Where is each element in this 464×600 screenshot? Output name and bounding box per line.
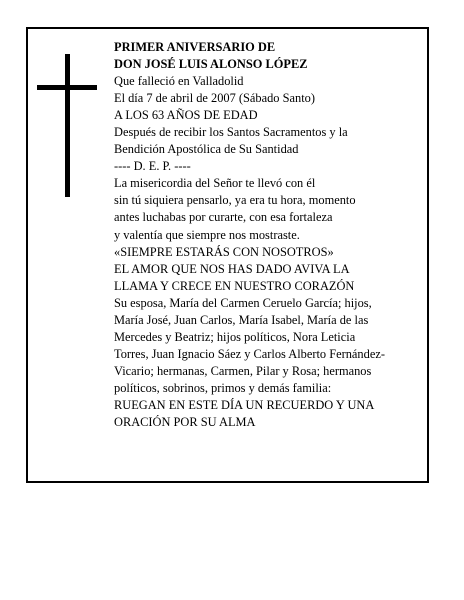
family-line-4: Torres, Juan Ignacio Sáez y Carlos Alberto Fernández-: [114, 346, 385, 361]
quote-line-3: LLAMA Y CRECE EN NUESTRO CORAZÓN: [114, 278, 355, 293]
info-line-5: Bendición Apostólica de Su Santidad: [114, 142, 299, 157]
info-line-6: ---- D. E. P. ----: [114, 159, 191, 174]
family-line-2: María José, Juan Carlos, María Isabel, María de las: [114, 312, 369, 327]
family-line-5: Vicario; hermanas, Carmen, Pilar y Rosa; hermanos: [114, 363, 372, 378]
closing-line-2: ORACIÓN POR SU ALMA: [114, 415, 256, 430]
closing-line-1: RUEGAN EN ESTE DÍA UN RECUERDO Y UNA: [114, 397, 375, 412]
family-line-3: Mercedes y Beatriz; hijos políticos, Nora Leticia: [114, 329, 356, 344]
message-line-1: La misericordia del Señor te llevó con él: [114, 176, 316, 191]
info-line-3: A LOS 63 AÑOS DE EDAD: [114, 108, 258, 123]
title-line-2: DON JOSÉ LUIS ALONSO LÓPEZ: [114, 57, 308, 72]
quote-line-1: «SIEMPRE ESTARÁS CON NOSOTROS»: [114, 244, 334, 259]
family-line-6: políticos, sobrinos, primos y demás familia:: [114, 380, 332, 395]
info-line-1: Que falleció en Valladolid: [114, 74, 244, 89]
message-line-2: sin tú siquiera pensarlo, ya era tu hora, momento: [114, 193, 356, 208]
quote-line-2: EL AMOR QUE NOS HAS DADO AVIVA LA: [114, 261, 350, 276]
cross-icon-horizontal-bar: [37, 85, 97, 90]
message-line-3: antes luchabas por curarte, con esa fortaleza: [114, 210, 333, 225]
title-line-1: PRIMER ANIVERSARIO DE: [114, 40, 276, 54]
info-line-2: El día 7 de abril de 2007 (Sábado Santo): [114, 91, 315, 106]
family-line-1: Su esposa, María del Carmen Ceruelo García; hijos,: [114, 295, 372, 310]
cross-icon-vertical-bar: [65, 54, 70, 197]
info-line-4: Después de recibir los Santos Sacramentos y la: [114, 125, 348, 140]
message-line-4: y valentía que siempre nos mostraste.: [114, 227, 300, 242]
notice-text-block: [114, 39, 426, 431]
